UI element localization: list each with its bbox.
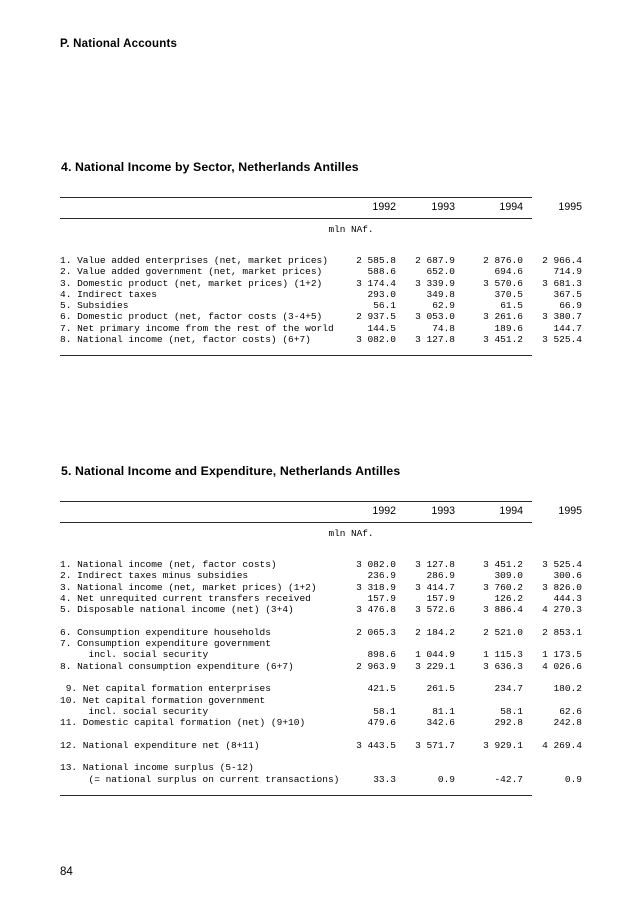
table-block-5 — [60, 464, 582, 796]
row-value: 61.5 — [500, 300, 523, 312]
row-value: 3 636.3 — [483, 660, 523, 672]
row-value: 3 380.7 — [542, 311, 582, 323]
row-value: 3 443.5 — [356, 739, 396, 751]
row-value: 3 476.8 — [356, 604, 396, 616]
row-value: 2 876.0 — [483, 255, 523, 266]
row-value: 3 127.8 — [415, 334, 455, 346]
table-row — [60, 762, 532, 773]
table-5-unit-row — [60, 523, 532, 545]
row-value: 4 269.4 — [542, 739, 582, 751]
row-label: 2. Indirect taxes minus subsidies — [60, 570, 249, 582]
row-value: 342.6 — [426, 717, 455, 729]
row-label: incl. social security — [60, 705, 209, 717]
table-4-unit-label: mln NAf. — [328, 224, 374, 235]
row-value: 2 963.9 — [356, 660, 396, 672]
row-value: 157.9 — [367, 592, 396, 604]
row-label: 1. Value added enterprises (net, market prices) — [60, 255, 328, 266]
row-value: 3 572.6 — [415, 604, 455, 616]
table-row — [60, 322, 582, 334]
table-row — [60, 695, 532, 706]
table-row — [60, 683, 582, 695]
row-label: 12. National expenditure net (8+11) — [60, 739, 260, 751]
row-value: 293.0 — [367, 288, 396, 300]
row-label: 1. National income (net, factor costs) — [60, 559, 277, 570]
row-value: 56.1 — [373, 300, 396, 312]
table-row — [60, 649, 582, 661]
row-value: 3 451.2 — [483, 334, 523, 346]
row-value: 898.6 — [367, 649, 396, 661]
row-label: 6. Consumption expenditure households — [60, 626, 271, 638]
table-4-year-header — [60, 198, 582, 218]
row-value: 2 687.9 — [415, 255, 455, 266]
table-5-unit-label: mln NAf. — [328, 528, 374, 539]
row-value: 1 173.5 — [542, 649, 582, 661]
row-value: 2 853.1 — [542, 626, 582, 638]
row-value: 236.9 — [367, 570, 396, 582]
table-4-rows — [60, 241, 582, 355]
row-label: (= national surplus on current transactions) — [60, 773, 340, 785]
row-value: 81.1 — [432, 705, 455, 717]
row-label: incl. social security — [60, 649, 209, 661]
row-value: 1 115.3 — [483, 649, 523, 661]
row-value: 3 525.4 — [542, 559, 582, 570]
table-row — [60, 277, 582, 289]
table-row — [60, 581, 582, 593]
row-value: 62.9 — [432, 300, 455, 312]
row-value: 3 886.4 — [483, 604, 523, 616]
row-value: 2 966.4 — [542, 255, 582, 266]
row-value: 2 937.5 — [356, 311, 396, 323]
table-block-4 — [60, 160, 582, 356]
row-label: 3. National income (net, market prices) (1+2) — [60, 581, 317, 593]
row-value: 3 571.7 — [415, 739, 455, 751]
row-value: 444.3 — [553, 592, 582, 604]
table-4-year-1992: 1992 — [372, 201, 396, 213]
row-value: 58.1 — [373, 705, 396, 717]
row-value: 367.5 — [553, 288, 582, 300]
table-5-year-header — [60, 502, 582, 522]
row-value: 714.9 — [553, 266, 582, 278]
row-value: 0.9 — [564, 773, 582, 785]
row-value: 3 451.2 — [483, 559, 523, 570]
table-5-title: 5. National Income and Expenditure, Netherlands Antilles — [61, 464, 401, 478]
table-row — [60, 604, 582, 616]
table-row — [60, 334, 582, 346]
row-value: 3 127.8 — [415, 559, 455, 570]
row-value: 189.6 — [494, 322, 523, 334]
row-value: 2 521.0 — [483, 626, 523, 638]
row-value: 0.9 — [437, 773, 455, 785]
row-value: 66.9 — [559, 300, 582, 312]
row-value: 370.5 — [494, 288, 523, 300]
row-value: 3 053.0 — [415, 311, 455, 323]
running-head: P. National Accounts — [60, 38, 178, 50]
table-row — [60, 717, 582, 729]
row-label: 7. Consumption expenditure government — [60, 638, 271, 650]
row-label: 4. Net unrequited current transfers received — [60, 592, 311, 604]
table-5-year-1993: 1993 — [431, 505, 455, 517]
table-row — [60, 705, 582, 717]
table-4-unit-row — [60, 219, 532, 241]
table-row — [60, 255, 582, 266]
table-row — [60, 266, 582, 278]
row-value: 3 261.6 — [483, 311, 523, 323]
table-4-year-1995: 1995 — [558, 201, 582, 213]
table-row — [60, 739, 582, 751]
row-value: 3 525.4 — [542, 334, 582, 346]
row-label: 6. Domestic product (net, factor costs (3-4+5) — [60, 311, 323, 323]
row-label: 11. Domestic capital formation (net) (9+10) — [60, 717, 306, 729]
table-4-bottom-rule — [60, 355, 532, 356]
row-label: 5. Disposable national income (net) (3+4) — [60, 604, 294, 616]
row-value: 421.5 — [367, 683, 396, 695]
page-number: 84 — [60, 866, 73, 878]
table-5-rows — [60, 545, 582, 795]
table-4-year-1993: 1993 — [431, 201, 455, 213]
row-value: 2 065.3 — [356, 626, 396, 638]
row-value: 3 570.6 — [483, 277, 523, 289]
table-5-year-1994: 1994 — [499, 505, 523, 517]
table-row — [60, 773, 582, 785]
table-row — [60, 660, 582, 672]
row-value: 694.6 — [494, 266, 523, 278]
row-value: 588.6 — [367, 266, 396, 278]
row-value: 74.8 — [432, 322, 455, 334]
row-label: 10. Net capital formation government — [60, 694, 266, 706]
table-row — [60, 300, 582, 312]
row-value: 4 026.6 — [542, 660, 582, 672]
row-value: 309.0 — [494, 570, 523, 582]
table-row — [60, 638, 532, 649]
row-value: 58.1 — [500, 705, 523, 717]
row-label: 8. National income (net, factor costs) (6+7) — [60, 334, 311, 346]
row-value: 652.0 — [426, 266, 455, 278]
table-row — [60, 626, 582, 638]
row-value: 4 270.3 — [542, 604, 582, 616]
row-value: 3 318.9 — [356, 581, 396, 593]
row-value: 3 082.0 — [356, 559, 396, 570]
table-row — [60, 288, 582, 300]
row-value: 33.3 — [373, 773, 396, 785]
table-5-year-1995: 1995 — [558, 505, 582, 517]
table-4-year-1994: 1994 — [499, 201, 523, 213]
row-label: 3. Domestic product (net, market prices) (1+2) — [60, 277, 323, 289]
row-value: 157.9 — [426, 592, 455, 604]
table-row — [60, 559, 582, 570]
row-value: 62.6 — [559, 705, 582, 717]
row-value: 144.7 — [553, 322, 582, 334]
table-4-title: 4. National Income by Sector, Netherlands Antilles — [61, 160, 359, 174]
row-value: 3 082.0 — [356, 334, 396, 346]
row-label: 13. National income surplus (5-12) — [60, 762, 254, 774]
row-value: 2 585.8 — [356, 255, 396, 266]
row-label: 4. Indirect taxes — [60, 288, 157, 300]
row-value: 3 229.1 — [415, 660, 455, 672]
row-value: 479.6 — [367, 717, 396, 729]
row-label: 5. Subsidies — [60, 300, 129, 312]
table-5-year-1992: 1992 — [372, 505, 396, 517]
row-value: 3 826.0 — [542, 581, 582, 593]
row-value: 3 929.1 — [483, 739, 523, 751]
row-value: 292.8 — [494, 717, 523, 729]
table-5-bottom-rule — [60, 795, 532, 796]
table-row — [60, 592, 582, 604]
row-value: 3 339.9 — [415, 277, 455, 289]
row-value: 349.8 — [426, 288, 455, 300]
row-value: 242.8 — [553, 717, 582, 729]
row-value: -42.7 — [494, 773, 523, 785]
row-value: 3 174.4 — [356, 277, 396, 289]
table-row — [60, 311, 582, 323]
row-value: 1 044.9 — [415, 649, 455, 661]
row-label: 2. Value added government (net, market prices) — [60, 266, 323, 278]
row-value: 300.6 — [553, 570, 582, 582]
row-value: 234.7 — [494, 683, 523, 695]
row-value: 180.2 — [553, 683, 582, 695]
row-label: 9. Net capital formation enterprises — [60, 683, 271, 695]
row-value: 286.9 — [426, 570, 455, 582]
row-value: 3 760.2 — [483, 581, 523, 593]
row-value: 3 414.7 — [415, 581, 455, 593]
row-value: 126.2 — [494, 592, 523, 604]
row-value: 2 184.2 — [415, 626, 455, 638]
row-label: 7. Net primary income from the rest of the world — [60, 322, 334, 334]
row-label: 8. National consumption expenditure (6+7) — [60, 660, 294, 672]
row-value: 3 681.3 — [542, 277, 582, 289]
table-row — [60, 570, 582, 582]
row-value: 261.5 — [426, 683, 455, 695]
row-value: 144.5 — [367, 322, 396, 334]
